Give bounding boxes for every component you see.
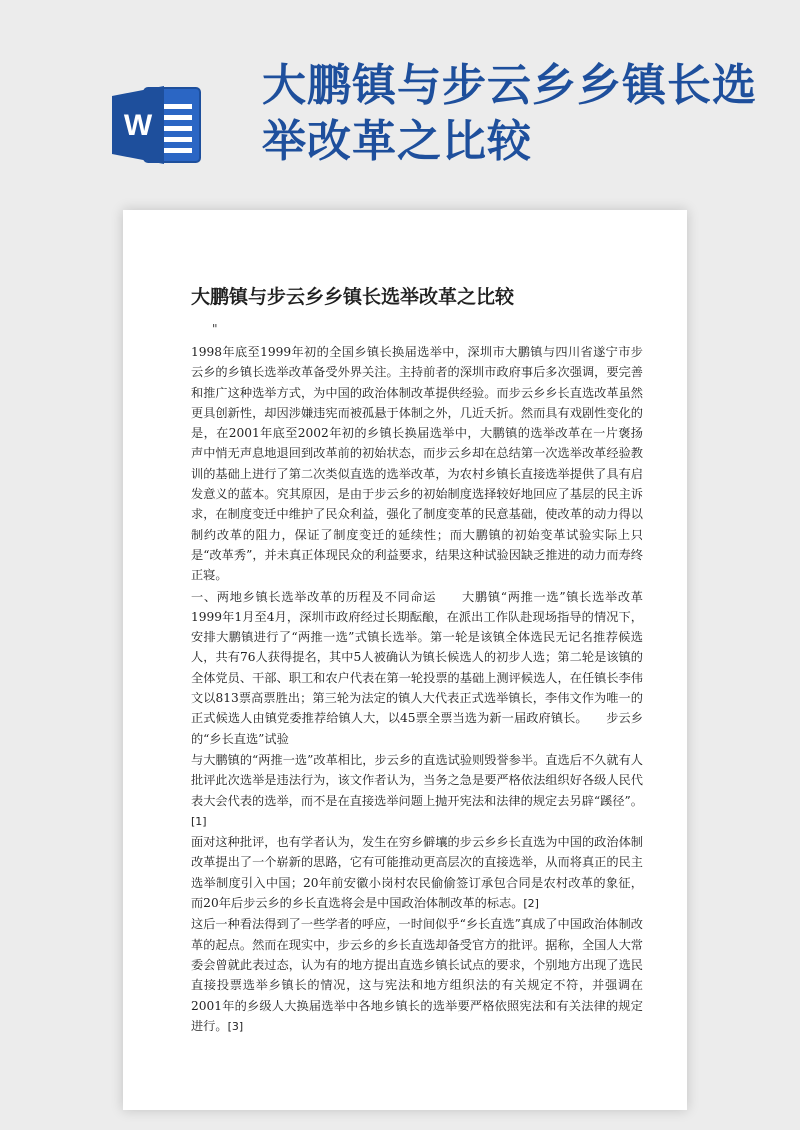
document-title: 大鹏镇与步云乡乡镇长选举改革之比较 [191,286,515,308]
paragraph: 1998年底至1999年初的全国乡镇长换届选举中，深圳市大鹏镇与四川省遂宁市步云乡的乡镇长选举改革备受外界关注。主持前者的深圳市政府事后多次强调，要完善和推广这种选举方式，为中国的政治体制改革提供经验。而步云乡乡长直选改革虽然更具创新性，却因涉嫌违宪而被孤悬于体制之外，几近夭折。然而具有戏剧性变化的是，在2001年底至2002年初的乡镇长换届选举中，大鹏镇的选举改革在一片褒扬声中悄无声息地退回到改革前的初始状态，而步云乡却在总结第一次选举改革经验教训的基础上进行了第二次类似直选的选举改革，为农村乡镇长直接选举提供了具有启发意义的蓝本。究其原因，是由于步云乡的初始制度选择较好地回应了基层的民主诉求，在制度变迁中维护了民众利益，强化了制度变革的民意基础，使改革的动力得以制约改革的阻力，保证了制度变迁的延续性；而大鹏镇的初始变革试验实际上只是“改革秀”，并未真正体现民众的利益要求，结果这种试验因缺乏推进的动力而寿终正寝。 [191,345,643,583]
paragraph: 这后一种看法得到了一些学者的呼应，一时间似乎“乡长直选”真成了中国政治体制改革的起点。然而在现实中，步云乡的乡长直选却备受官方的批评。据称，全国人大常委会曾就此表过态，认为有的地方提出直选乡镇长试点的要求，个别地方出现了选民直接投票选举乡镇长的情况，这与宪法和地方组织法的有关规定不符，并强调在2001年的乡级人大换届选举中各地乡镇长的选举要严格依照宪法和有关法律的规定进行。[3] [191,917,643,1033]
stray-mark: " [212,322,218,336]
paragraph: 一、两地乡镇长选举改革的历程及不同命运 大鹏镇“两推一选”镇长选举改革1999年1月至4月，深圳市政府经过长期酝酿，在派出工作队赴现场指导的情况下，安排大鹏镇进行了“两推一选”式镇长选举。第一轮是该镇全体选民无记名推荐候选人，共有76人获得提名，其中5人被确认为镇长候选人的初步人选；第二轮是该镇的全体党员、干部、职工和农户代表在第一轮投票的基础上测评候选人，在任镇长李伟文以813票高票胜出；第三轮为法定的镇人大代表正式选举镇长，李伟文作为唯一的正式候选人由镇党委推荐给镇人大，以45票全票当选为新一届政府镇长。 步云乡的“乡长直选”试验 [191,589,643,746]
banner-title: 大鹏镇与步云乡乡镇长选举改革之比较 [262,60,757,167]
banner [0,0,800,215]
paragraph: 面对这种批评，也有学者认为，发生在穷乡僻壤的步云乡乡长直选为中国的政治体制改革提出了一个崭新的思路，它有可能推动更高层次的直接选举，从而将真正的民主选举制度引入中国；20年前安徽小岗村农民偷偷签订承包合同是农村改革的象征，而20年后步云乡的乡长直选将会是中国政治体制改革的标志。[2] [191,835,643,911]
citation: [2] [523,897,539,911]
paragraph: 与大鹏镇的“两推一选”改革相比，步云乡的直选试验则毁誉参半。直选后不久就有人批评此次选举是违法行为，该文作者认为，当务之急是要严格依法组织好各级人民代表大会代表的选举，而不是在直接选举问题上抛开宪法和法律的规定去另辟“蹊径”。[1] [191,752,643,828]
citation: [1] [191,814,207,828]
word-icon-letter: W [123,109,153,142]
document-body [191,342,643,1037]
word-document-icon [108,74,208,174]
citation: [3] [227,1019,244,1033]
